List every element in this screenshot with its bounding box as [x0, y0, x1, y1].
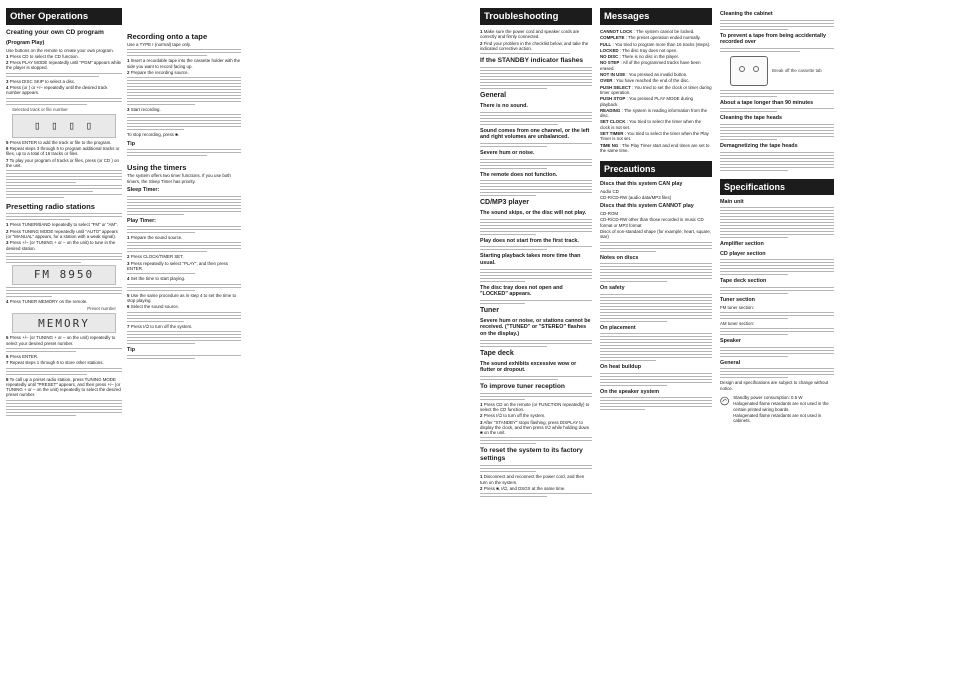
body-text-lines: [127, 355, 241, 359]
heading-cannot-play: Discs that this system CANNOT play: [600, 203, 694, 210]
step-item: 2 Press CLOCK/TIMER SET.: [127, 254, 184, 260]
cd-program-steps: [6, 54, 122, 105]
body-text-lines: [6, 287, 122, 297]
can-play-item: Audio CD: [600, 188, 619, 194]
heading-demagnetizing: Demagnetizing the tape heads: [720, 142, 798, 149]
body-text-lines: [127, 114, 241, 130]
message-item: TIME NG : The Play Timer start and end times are set to the same time.: [600, 142, 710, 153]
column-other-operations: [6, 8, 122, 418]
step-item: 2 Find your problem in the checklist below, and take the indicated corrective action.: [480, 40, 589, 51]
figure-caption-preset: Preset number: [87, 306, 116, 312]
play-timer-label: Play Timer:: [127, 217, 156, 224]
section-bar-precautions: Precautions: [600, 161, 712, 177]
body-text-lines: [480, 67, 592, 89]
column-messages-precautions: [600, 8, 712, 412]
step-item: 3 Press DISC SKIP to select a disc.: [6, 78, 76, 84]
step-item: 3 Press repeatedly to select "PLAY", and then press ENTER.: [127, 260, 228, 272]
message-item: CANNOT LOCK : The system cannot be locked.: [600, 29, 695, 34]
body-text-lines: [6, 98, 122, 105]
body-text-lines: [127, 49, 241, 56]
body-text-lines: [720, 108, 834, 112]
body-text-lines: [127, 312, 241, 322]
section-bar-specifications: Specifications: [720, 179, 834, 195]
step-item: 1 Make sure the power cord and speaker cords are correctly and firmly connected.: [480, 29, 580, 40]
can-play-item: CD-R/CD-RW (audio data/MP3 files): [600, 195, 672, 201]
message-item: FULL : You tried to program more than 16 tracks (steps).: [600, 41, 711, 47]
figure-caption-track: Selected track or file number: [12, 106, 68, 112]
step-item: 6 Press ENTER.: [6, 353, 39, 359]
issue-first-track: Play does not start from the first track.: [480, 237, 579, 244]
cd-program-steps-2: [6, 140, 122, 198]
body-text-lines: [720, 124, 834, 140]
body-text-lines: [127, 149, 241, 156]
body-text-lines: [6, 348, 122, 352]
body-text-lines: [6, 400, 122, 416]
step-item: 6 Select the sound source.: [127, 304, 180, 310]
section-bar-troubleshooting: Troubleshooting: [480, 8, 592, 25]
step-item: 2 Prepare the recording source.: [127, 69, 189, 75]
issue-locked: The disc tray does not open and "LOCKED" appears.: [480, 284, 563, 298]
heading-improve-tuner: To improve tuner reception: [480, 382, 565, 390]
body-text-lines: [480, 53, 592, 54]
recording-stop-note: To stop recording, press ■.: [127, 132, 179, 138]
timers-intro: The system offers two timer functions. If you use both timers, the Sleep Timer has priority.: [127, 173, 231, 184]
section-bar-other-operations: Other Operations: [6, 8, 122, 25]
heading-tape-longer: About a tape longer than 90 minutes: [720, 99, 814, 106]
body-text-lines: [600, 294, 712, 322]
body-text-lines: [6, 73, 122, 77]
heading-standby-flashes: If the STANDBY indicator flashes: [480, 57, 584, 65]
heading-prevent-recording: To prevent a tape from being accidentally recorded over: [720, 32, 826, 46]
body-text-lines: [6, 213, 122, 220]
heading-cd-program: Creating your own CD program: [6, 29, 104, 36]
body-text-lines: [600, 397, 712, 410]
body-text-lines: [127, 77, 241, 105]
body-text-lines: [720, 347, 834, 357]
display-illustration-memory: MEMORY: [12, 313, 116, 333]
spec-fm-tuner: FM tuner section:: [720, 304, 754, 310]
heading-cleaning-cabinet: Cleaning the cabinet: [720, 11, 773, 17]
body-text-lines: [480, 340, 592, 347]
cassette-tab-label: Break off the cassette tab: [772, 68, 822, 74]
body-text-lines: [480, 159, 592, 169]
messages-list: [600, 29, 712, 153]
heading-presetting-radio: Presetting radio stations: [6, 202, 96, 212]
body-text-lines: [480, 112, 592, 125]
eco-block: [720, 394, 834, 424]
message-item: PUSH SELECT : You tried to set the clock or timer during timer operation.: [600, 84, 712, 95]
issue-no-sound: There is no sound.: [480, 103, 528, 110]
heading-tape-deck: Tape deck: [480, 349, 514, 357]
step-item: 1 Press CD to select the CD function.: [6, 53, 79, 59]
message-item: COMPLETE : The preset operation ended normally.: [600, 35, 701, 41]
cannot-play-item: Discs of non-standard shape (for example, heart, square, star): [600, 228, 712, 240]
step-item: 3 Start recording.: [127, 107, 161, 113]
step-item: 2 Press TUNING MODE repeatedly until "AUTO" appears (or "MANUAL" appears, for a station with a weak signal).: [6, 228, 118, 239]
eco-item: Halogenated flame retardants are not used in the certain printed wiring boards.: [733, 401, 829, 412]
spec-general: General: [720, 359, 741, 366]
body-text-lines: [600, 263, 712, 282]
spec-am-tuner: AM tuner section:: [720, 320, 755, 326]
body-text-lines: [720, 328, 834, 335]
spec-amplifier: Amplifier section: [720, 241, 764, 248]
section-bar-messages: Messages: [600, 8, 712, 25]
tip-label: Tip: [127, 346, 135, 353]
heading-general: General: [480, 92, 507, 100]
eco-logo-icon: [720, 394, 729, 408]
cassette-figure: [720, 54, 834, 88]
step-item: 1 Disconnect and reconnect the power cord, and then turn on the system.: [480, 474, 585, 485]
message-item: LOCKED : The disc tray does not open.: [600, 47, 678, 53]
spec-footer-note: Design and specifications are subject to change without notice.: [720, 380, 829, 391]
step-item: 4 Press TUNER MEMORY on the remote.: [6, 298, 88, 304]
column-recording-timers: [127, 30, 241, 361]
step-item: 8 To call up a preset radio station, press TUNING MODE repeatedly until "PRESET" appears, and then press +/– (or TUNING + or – on the unit) repeatedly to select the desired preset number.: [6, 376, 121, 398]
cassette-icon: [730, 56, 768, 86]
step-item: 5 Press +/– (or TUNING + or – on the unit) repeatedly to select your desired preset number.: [6, 335, 116, 346]
heading-cleaning-heads: Cleaning the tape heads: [720, 115, 783, 122]
heading-notes-discs: Notes on discs: [600, 254, 639, 261]
heading-heat: On heat buildup: [600, 364, 642, 371]
body-text-lines: [600, 242, 712, 252]
eco-item: Halogenated flame retardants are not used in cabinets.: [733, 412, 822, 424]
body-text-lines: [720, 368, 834, 378]
body-text-lines: [480, 300, 592, 304]
issue-wow-flutter: The sound exhibits excessive wow or flutter or dropout.: [480, 360, 577, 374]
body-text-lines: [480, 465, 592, 472]
display-illustration-track: ▯ ▯ ▯ ▯: [12, 114, 116, 138]
body-text-lines: [720, 48, 834, 52]
recording-intro: Use a TYPE I (normal) tape only.: [127, 42, 192, 47]
issue-one-channel: Sound comes from one channel, or the left and right volumes are unbalanced.: [480, 127, 590, 141]
body-text-lines: [480, 393, 592, 400]
step-item: 1 Press TUNER/BAND repeatedly to select "FM" or "AM".: [6, 222, 118, 228]
spec-main-unit: Main unit: [720, 198, 744, 205]
eco-item: Standby power consumption: 0.5 W: [733, 394, 803, 400]
heading-using-timers: Using the timers: [127, 163, 187, 173]
body-text-lines: [600, 333, 712, 361]
cannot-play-item: CD-R/CD-RW other than those recorded in music CD format or MP3 format: [600, 217, 704, 228]
body-text-lines: [127, 273, 241, 274]
body-text-lines: [720, 259, 834, 275]
heading-tuner: Tuner: [480, 306, 499, 314]
body-text-lines: [6, 253, 122, 263]
step-item: 1 Prepare the sound source.: [127, 235, 183, 241]
message-item: SET TIMER : You tried to select the timer when the Play Timer is not set.: [600, 131, 709, 142]
body-text-lines: [480, 493, 592, 497]
eco-items: [733, 394, 834, 424]
body-text-lines: [720, 20, 834, 30]
body-text-lines: [480, 437, 592, 444]
body-text-lines: [720, 207, 834, 238]
message-item: PUSH STOP : You pressed PLAY MODE during playback.: [600, 96, 693, 107]
body-text-lines: [720, 287, 834, 294]
body-text-lines: [480, 269, 592, 282]
subheading-program-play: (Program Play): [6, 40, 45, 46]
body-text-lines: [127, 196, 241, 215]
body-text-lines: [480, 219, 592, 235]
message-item: NO DISC : There is no disc in the player.: [600, 54, 679, 60]
body-text-lines: [480, 246, 592, 250]
cd-program-intro: Use buttons on the remote to create your own program.: [6, 47, 114, 53]
step-item: 7 Repeat steps 1 through 6 to store other stations.: [6, 360, 104, 366]
issue-skips: The sound skips, or the disc will not play.: [480, 210, 587, 217]
step-item: 5 Use the same procedure as in step 4 to set the time to stop playing.: [127, 292, 237, 303]
step-item: 2 Press I/⏻ to turn off the system.: [480, 413, 546, 419]
message-item: NOT IN USE : You pressed an invalid button.: [600, 72, 688, 78]
heading-placement: On placement: [600, 324, 636, 331]
cannot-play-item: CD-ROM: [600, 211, 619, 217]
body-text-lines: [127, 284, 241, 291]
spec-cd-player: CD player section: [720, 250, 766, 257]
step-item: 1 Press CD on the remote (or FUNCTION repeatedly) to select the CD function.: [480, 401, 590, 412]
step-item: 2 Press PLAY MODE repeatedly until "PGM" appears while the player is stopped.: [6, 60, 121, 71]
message-item: NO STEP : All of the programmed tracks have been erased.: [600, 60, 701, 71]
message-item: SET CLOCK : You tried to select the timer when the clock is not set.: [600, 119, 702, 130]
message-item: READING : The system is reading information from the disc.: [600, 107, 708, 119]
body-text-lines: [127, 226, 241, 233]
sleep-timer-label: Sleep Timer:: [127, 186, 160, 193]
column-maintenance-specs: [720, 8, 834, 424]
tip-label: Tip: [127, 140, 135, 147]
body-text-lines: [600, 373, 712, 386]
step-item: 2 Press ■, I/⏻, and DSGX at the same time.: [480, 486, 566, 492]
body-text-lines: [6, 170, 122, 198]
body-text-lines: [127, 331, 241, 344]
step-item: 4 Press (or ) or +/– repeatedly until the desired track number appears.: [6, 85, 108, 96]
step-item: 4 Set the time to start playing.: [127, 276, 186, 282]
heading-speaker-system: On the speaker system: [600, 388, 660, 395]
heading-recording-tape: Recording onto a tape: [127, 32, 208, 41]
spec-tuner: Tuner section: [720, 296, 755, 303]
spec-tape-deck: Tape deck section: [720, 278, 767, 285]
heading-reset: To reset the system to its factory settings: [480, 447, 583, 463]
column-troubleshooting: [480, 8, 592, 499]
step-item: 1 Insert a recordable tape into the cassette holder with the side you want to record facing up.: [127, 58, 241, 69]
step-item: 3 Press +/– (or TUNING + or – on the unit) to tune in the desired station.: [6, 240, 116, 251]
heading-safety: On safety: [600, 285, 625, 292]
issue-hum-noise: Severe hum or noise.: [480, 149, 535, 156]
issue-slow-start: Starting playback takes more time than usual.: [480, 253, 581, 266]
spec-speaker: Speaker: [720, 338, 741, 345]
body-text-lines: [720, 312, 834, 319]
body-text-lines: [720, 90, 834, 97]
step-item: 7 To play your program of tracks or files, press (or CD ) on the unit.: [6, 157, 119, 169]
step-item: 3 After "STANDBY" stops flashing, press DISPLAY to display the clock, and then press I/⏻ while holding down ■ on the unit.: [480, 419, 590, 436]
step-item: 7 Press I/⏻ to turn off the system.: [127, 323, 193, 329]
body-text-lines: [480, 180, 592, 196]
body-text-lines: [480, 376, 592, 380]
step-item: 6 Repeat steps 3 through 5 to program additional tracks or files, up to a total of 16 tracks or files.: [6, 146, 120, 157]
heading-can-play: Discs that this system CAN play: [600, 181, 683, 188]
issue-tuner: Severe hum or noise, or stations cannot be received. ("TUNED" or "STEREO" flashes on the display.): [480, 317, 591, 337]
step-item: 5 Press ENTER to add the track or file to the program.: [6, 139, 112, 145]
body-text-lines: [127, 242, 241, 252]
body-text-lines: [720, 152, 834, 171]
body-text-lines: [480, 143, 592, 147]
issue-remote: The remote does not function.: [480, 171, 558, 178]
body-text-lines: [6, 368, 122, 375]
display-illustration-fm: FM 8950: [12, 265, 116, 285]
heading-cd-mp3: CD/MP3 player: [480, 199, 530, 207]
message-item: OVER : You have reached the end of the disc.: [600, 78, 690, 84]
